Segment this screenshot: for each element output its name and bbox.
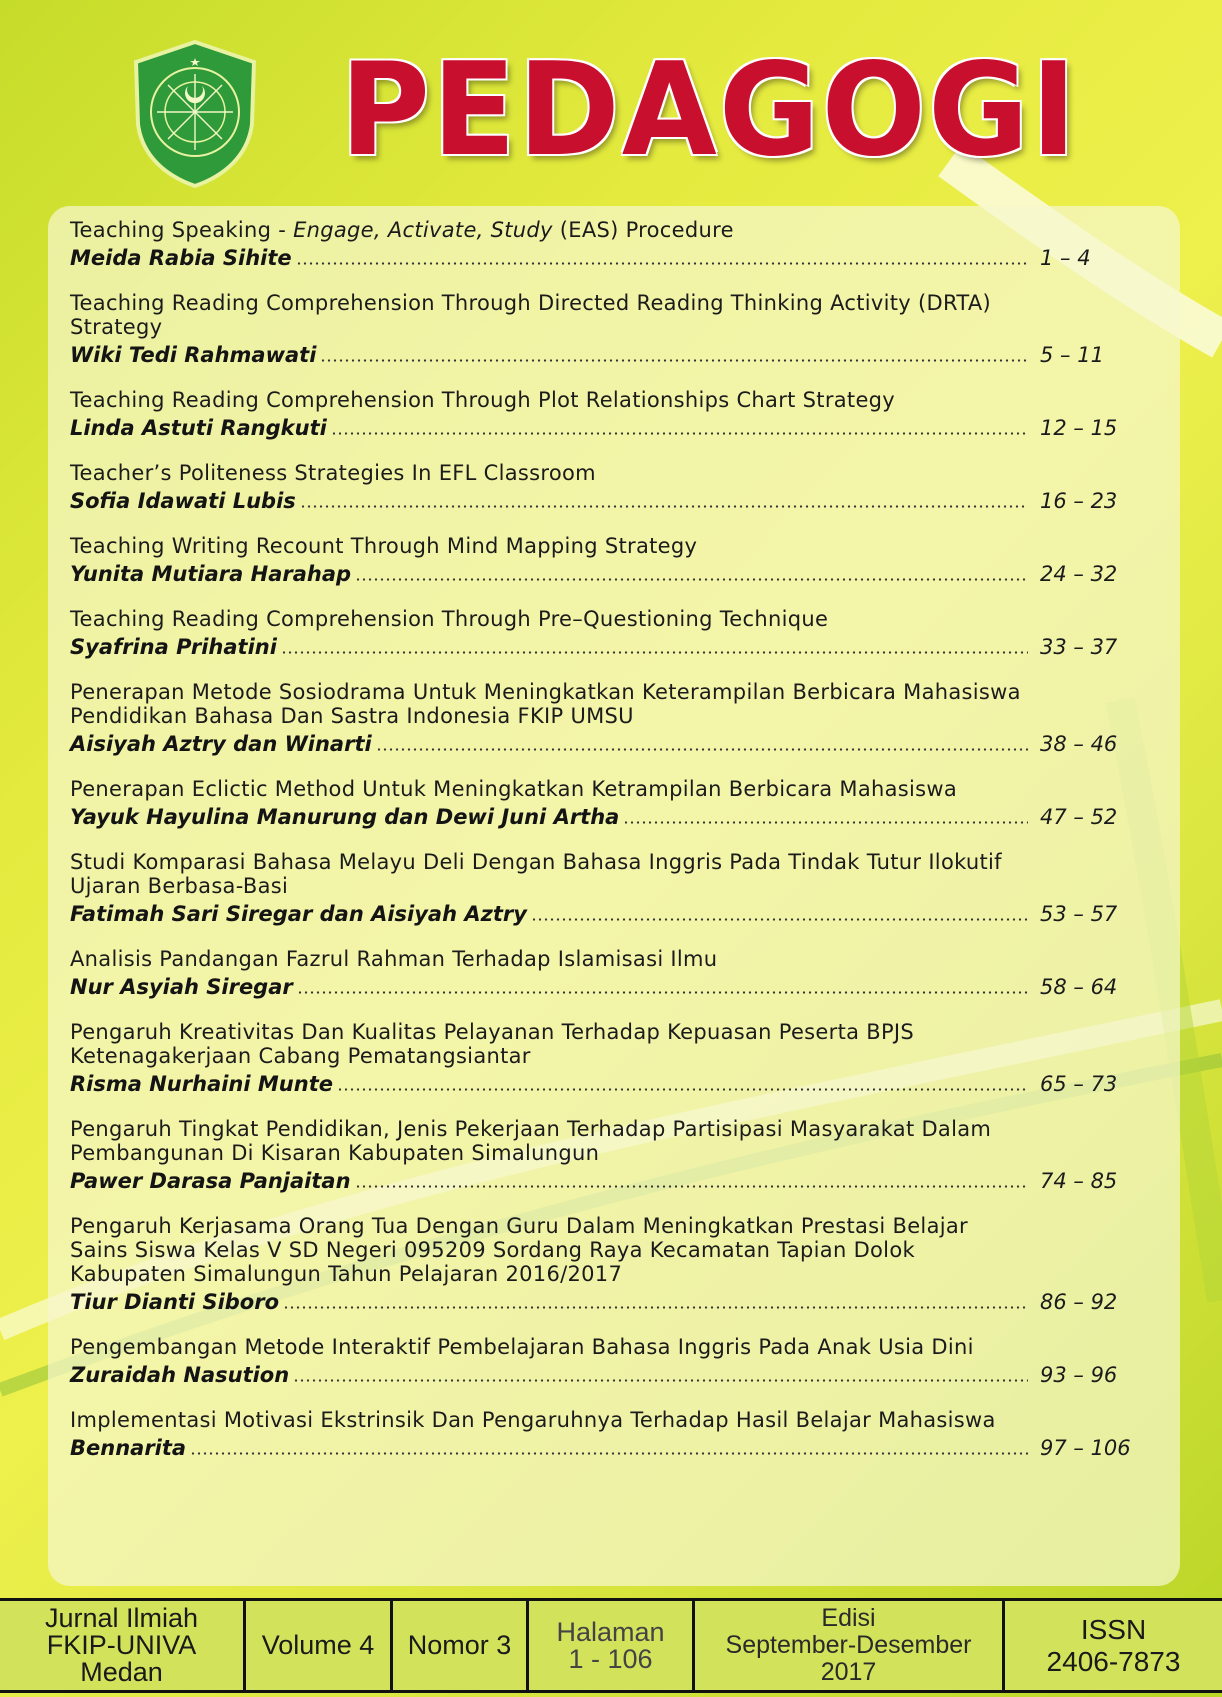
article-author: Tiur Dianti Siboro bbox=[70, 1290, 280, 1314]
page-range: 74 – 85 bbox=[1040, 1169, 1118, 1193]
article-title: Pengaruh Tingkat Pendidikan, Jenis Pekerjaan Terhadap Partisipasi Masyarakat Dalam Pembangunan Di Kisaran Kabupaten Simalungun bbox=[70, 1117, 992, 1165]
article-author: Wiki Tedi Rahmawati bbox=[70, 343, 317, 367]
title-part-italic: Engage, Activate, Study bbox=[293, 218, 553, 242]
article-title: Implementasi Motivasi Ekstrinsik Dan Pengaruhnya Terhadap Hasil Belajar Mahasiswa bbox=[70, 1408, 996, 1432]
journal-name-line: Jurnal Ilmiah bbox=[44, 1603, 199, 1633]
page-range: 1 – 4 bbox=[1040, 246, 1091, 270]
article-author: Zuraidah Nasution bbox=[70, 1363, 290, 1387]
article-title: Penerapan Eclictic Method Untuk Meningkatkan Ketrampilan Berbicara Mahasiswa bbox=[70, 777, 958, 801]
article-author: Syafrina Prihatini bbox=[70, 635, 277, 659]
article-author: Aisiyah Aztry dan Winarti bbox=[70, 732, 372, 756]
leader-dots bbox=[296, 262, 1028, 265]
leader-dots bbox=[190, 1452, 1028, 1455]
title-part: Teaching Speaking - bbox=[70, 218, 294, 242]
article-title: Teaching Writing Recount Through Mind Mapping Strategy bbox=[70, 534, 698, 558]
toc-entry[interactable] bbox=[70, 777, 1170, 829]
article-author: Linda Astuti Rangkuti bbox=[70, 416, 327, 440]
article-title: Pengaruh Kreativitas Dan Kualitas Pelayanan Terhadap Kepuasan Peserta BPJS Ketenagakerjaan Cabang Pematangsiantar bbox=[70, 1020, 915, 1068]
toc-entry[interactable] bbox=[70, 947, 1170, 999]
leader-dots bbox=[355, 578, 1028, 581]
halaman-range: 1 - 106 bbox=[568, 1643, 653, 1674]
article-author: Pawer Darasa Panjaitan bbox=[70, 1169, 351, 1193]
article-title: Teaching Reading Comprehension Through Pre–Questioning Technique bbox=[70, 607, 829, 631]
edisi-label: Edisi bbox=[821, 1604, 876, 1632]
article-title: Analisis Pandangan Fazrul Rahman Terhadap Islamisasi Ilmu bbox=[70, 947, 718, 971]
leader-dots bbox=[281, 651, 1028, 654]
article-author: Nur Asyiah Siregar bbox=[70, 975, 293, 999]
issn-number: 2406-7873 bbox=[1046, 1645, 1181, 1677]
article-author: Fatimah Sari Siregar dan Aisiyah Aztry bbox=[70, 902, 527, 926]
leader-dots bbox=[293, 1379, 1028, 1382]
page-range: 5 – 11 bbox=[1040, 343, 1104, 367]
title-part: (EAS) Procedure bbox=[552, 218, 734, 242]
toc-entry[interactable] bbox=[70, 534, 1170, 586]
university-crest-icon bbox=[128, 38, 263, 188]
edisi-period: September-Desember 2017 bbox=[725, 1631, 972, 1686]
toc-entry[interactable] bbox=[70, 1020, 1170, 1096]
leader-dots bbox=[300, 505, 1028, 508]
page-range: 33 – 37 bbox=[1040, 635, 1118, 659]
issn-cell bbox=[1005, 1601, 1222, 1690]
article-author: Meida Rabia Sihite bbox=[70, 246, 292, 270]
article-author: Sofia Idawati Lubis bbox=[70, 489, 296, 513]
leader-dots bbox=[337, 1088, 1028, 1091]
article-title: Teaching Reading Comprehension Through Directed Reading Thinking Activity (DRTA) Strategy bbox=[70, 291, 991, 339]
page-range: 93 – 96 bbox=[1040, 1363, 1118, 1387]
toc-entry[interactable] bbox=[70, 680, 1170, 756]
page-range: 65 – 73 bbox=[1040, 1072, 1118, 1096]
article-title: Pengaruh Kerjasama Orang Tua Dengan Guru Dalam Meningkatkan Prestasi Belajar Sains Siswa Kelas V SD Negeri 095209 Sordang Raya Kecamatan Tapian Dolok Kabupaten Simalungun Tahun Pelajaran 2016/2017 bbox=[70, 1214, 968, 1286]
page-range: 16 – 23 bbox=[1040, 489, 1118, 513]
page-range: 97 – 106 bbox=[1040, 1436, 1131, 1460]
edisi-cell bbox=[695, 1601, 1005, 1690]
table-of-contents bbox=[70, 218, 1170, 1481]
article-title bbox=[70, 218, 1030, 242]
leader-dots bbox=[283, 1306, 1028, 1309]
toc-entry[interactable] bbox=[70, 1117, 1170, 1193]
article-title: Teacher’s Politeness Strategies In EFL Classroom bbox=[70, 461, 596, 485]
toc-entry[interactable] bbox=[70, 291, 1170, 367]
journal-title: PEDAGOGI bbox=[340, 36, 1079, 185]
halaman-label: Halaman bbox=[556, 1616, 665, 1647]
article-title: Penerapan Metode Sosiodrama Untuk Meningkatkan Keterampilan Berbicara Mahasiswa Pendidikan Bahasa Dan Sastra Indonesia FKIP UMSU bbox=[70, 680, 1021, 728]
leader-dots bbox=[531, 918, 1028, 921]
toc-entry[interactable] bbox=[70, 1214, 1170, 1314]
page-range: 53 – 57 bbox=[1040, 902, 1118, 926]
article-title: Pengembangan Metode Interaktif Pembelajaran Bahasa Inggris Pada Anak Usia Dini bbox=[70, 1335, 974, 1359]
toc-entry[interactable] bbox=[70, 850, 1170, 926]
toc-entry[interactable] bbox=[70, 388, 1170, 440]
article-author: Risma Nurhaini Munte bbox=[70, 1072, 333, 1096]
issn-label: ISSN bbox=[1080, 1613, 1147, 1645]
nomor-cell bbox=[393, 1601, 529, 1690]
page-range: 24 – 32 bbox=[1040, 562, 1118, 586]
article-author: Bennarita bbox=[70, 1436, 187, 1460]
nomor-label: Nomor 3 bbox=[407, 1630, 512, 1660]
volume-cell bbox=[246, 1601, 393, 1690]
leader-dots bbox=[297, 991, 1028, 994]
page-range: 47 – 52 bbox=[1040, 805, 1118, 829]
page-range: 38 – 46 bbox=[1040, 732, 1118, 756]
page-range: 58 – 64 bbox=[1040, 975, 1118, 999]
toc-entry[interactable] bbox=[70, 607, 1170, 659]
journal-info-bar bbox=[0, 1598, 1222, 1693]
page-range: 12 – 15 bbox=[1040, 416, 1118, 440]
leader-dots bbox=[376, 748, 1028, 751]
toc-entry[interactable] bbox=[70, 1408, 1170, 1460]
leader-dots bbox=[355, 1185, 1028, 1188]
journal-name-line: FKIP-UNIVA bbox=[46, 1630, 197, 1660]
leader-dots bbox=[320, 359, 1028, 362]
volume-label: Volume 4 bbox=[261, 1630, 375, 1660]
leader-dots bbox=[623, 821, 1028, 824]
journal-name-line: Medan bbox=[80, 1657, 163, 1687]
article-author: Yayuk Hayulina Manurung dan Dewi Juni Artha bbox=[70, 805, 620, 829]
page-range: 86 – 92 bbox=[1040, 1290, 1118, 1314]
article-title: Studi Komparasi Bahasa Melayu Deli Dengan Bahasa Inggris Pada Tindak Tutur Ilokutif Ujaran Berbasa-Basi bbox=[70, 850, 1002, 898]
toc-entry[interactable] bbox=[70, 1335, 1170, 1387]
article-author: Yunita Mutiara Harahap bbox=[70, 562, 352, 586]
halaman-cell bbox=[529, 1601, 695, 1690]
toc-entry[interactable] bbox=[70, 218, 1170, 270]
journal-name-cell bbox=[0, 1601, 246, 1690]
leader-dots bbox=[331, 432, 1028, 435]
toc-entry[interactable] bbox=[70, 461, 1170, 513]
article-title: Teaching Reading Comprehension Through Plot Relationships Chart Strategy bbox=[70, 388, 896, 412]
